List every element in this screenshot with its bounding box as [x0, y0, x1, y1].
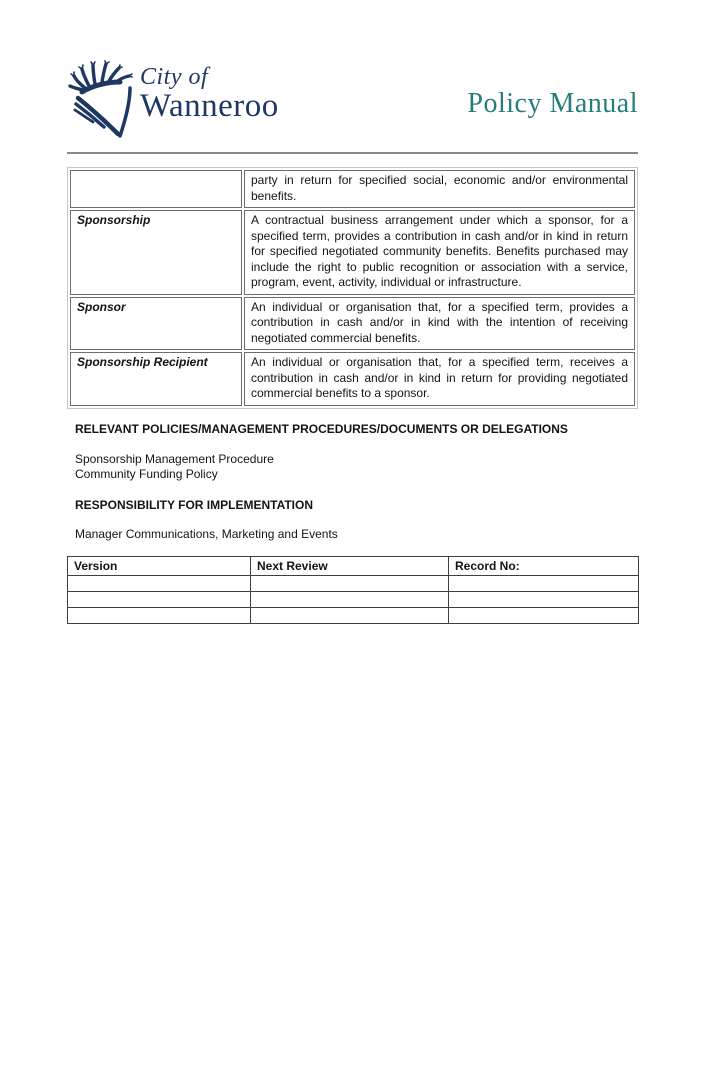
version-cell — [68, 608, 251, 624]
record-no-cell — [449, 592, 639, 608]
city-of-wanneroo-logo — [68, 60, 279, 140]
header-divider — [67, 152, 638, 154]
definition-term: Sponsor — [70, 297, 242, 351]
next-review-cell — [251, 576, 449, 592]
document-title: Policy Manual — [467, 88, 638, 119]
policy-line: Sponsorship Management Procedure — [75, 451, 274, 466]
next-review-column-header: Next Review — [251, 557, 449, 576]
record-no-column-header: Record No: — [449, 557, 639, 576]
definition-term: Sponsorship — [70, 210, 242, 295]
table-row — [68, 592, 639, 608]
definition-text: party in return for specified social, economic and/or environmental benefits. — [244, 170, 635, 208]
definitions-table — [67, 167, 638, 409]
section-body-relevant-policies — [75, 452, 638, 483]
section-heading-relevant-policies: RELEVANT POLICIES/MANAGEMENT PROCEDURES/DOCUMENTS OR DELEGATIONS — [75, 421, 568, 436]
definition-text: An individual or organisation that, for a specified term, receives a contribution in cash and/or in kind in return for providing negotiated commercial benefits to a sponsor. — [244, 352, 635, 406]
definition-text: An individual or organisation that, for a specified term, provides a contribution in cash and/or in kind with the intention of receiving negotiated commercial benefits. — [244, 297, 635, 351]
page-header — [68, 60, 638, 140]
version-cell — [68, 592, 251, 608]
record-no-cell — [449, 608, 639, 624]
version-column-header: Version — [68, 557, 251, 576]
responsibility-line: Manager Communications, Marketing and Events — [75, 526, 338, 541]
table-row — [68, 608, 639, 624]
next-review-cell — [251, 608, 449, 624]
version-cell — [68, 576, 251, 592]
logo-wordmark — [140, 64, 279, 123]
version-table — [67, 556, 639, 624]
next-review-cell — [251, 592, 449, 608]
version-table-header-row — [68, 557, 639, 576]
policy-manual-page — [0, 60, 706, 1065]
table-row — [70, 170, 635, 208]
section-body-responsibility — [75, 527, 638, 543]
policy-line: Community Funding Policy — [75, 467, 218, 481]
definition-term — [70, 170, 242, 208]
logo-wanneroo: Wanneroo — [140, 88, 279, 124]
record-no-cell — [449, 576, 639, 592]
definition-text: A contractual business arrangement under which a sponsor, for a specified term, provides a contribution in cash and/or in kind in return for specified negotiated community benefits. Benefits purchased may include the right to public recognition or association with a service, program, event, activity, individual or infrastructure. — [244, 210, 635, 295]
logo-city-of: City of — [140, 64, 209, 90]
section-heading-responsibility: RESPONSIBILITY FOR IMPLEMENTATION — [75, 497, 314, 512]
table-row — [70, 297, 635, 351]
kangaroo-paw-flower-icon — [68, 60, 134, 140]
table-row — [68, 576, 639, 592]
table-row — [70, 210, 635, 295]
definition-term: Sponsorship Recipient — [70, 352, 242, 406]
table-row — [70, 352, 635, 406]
